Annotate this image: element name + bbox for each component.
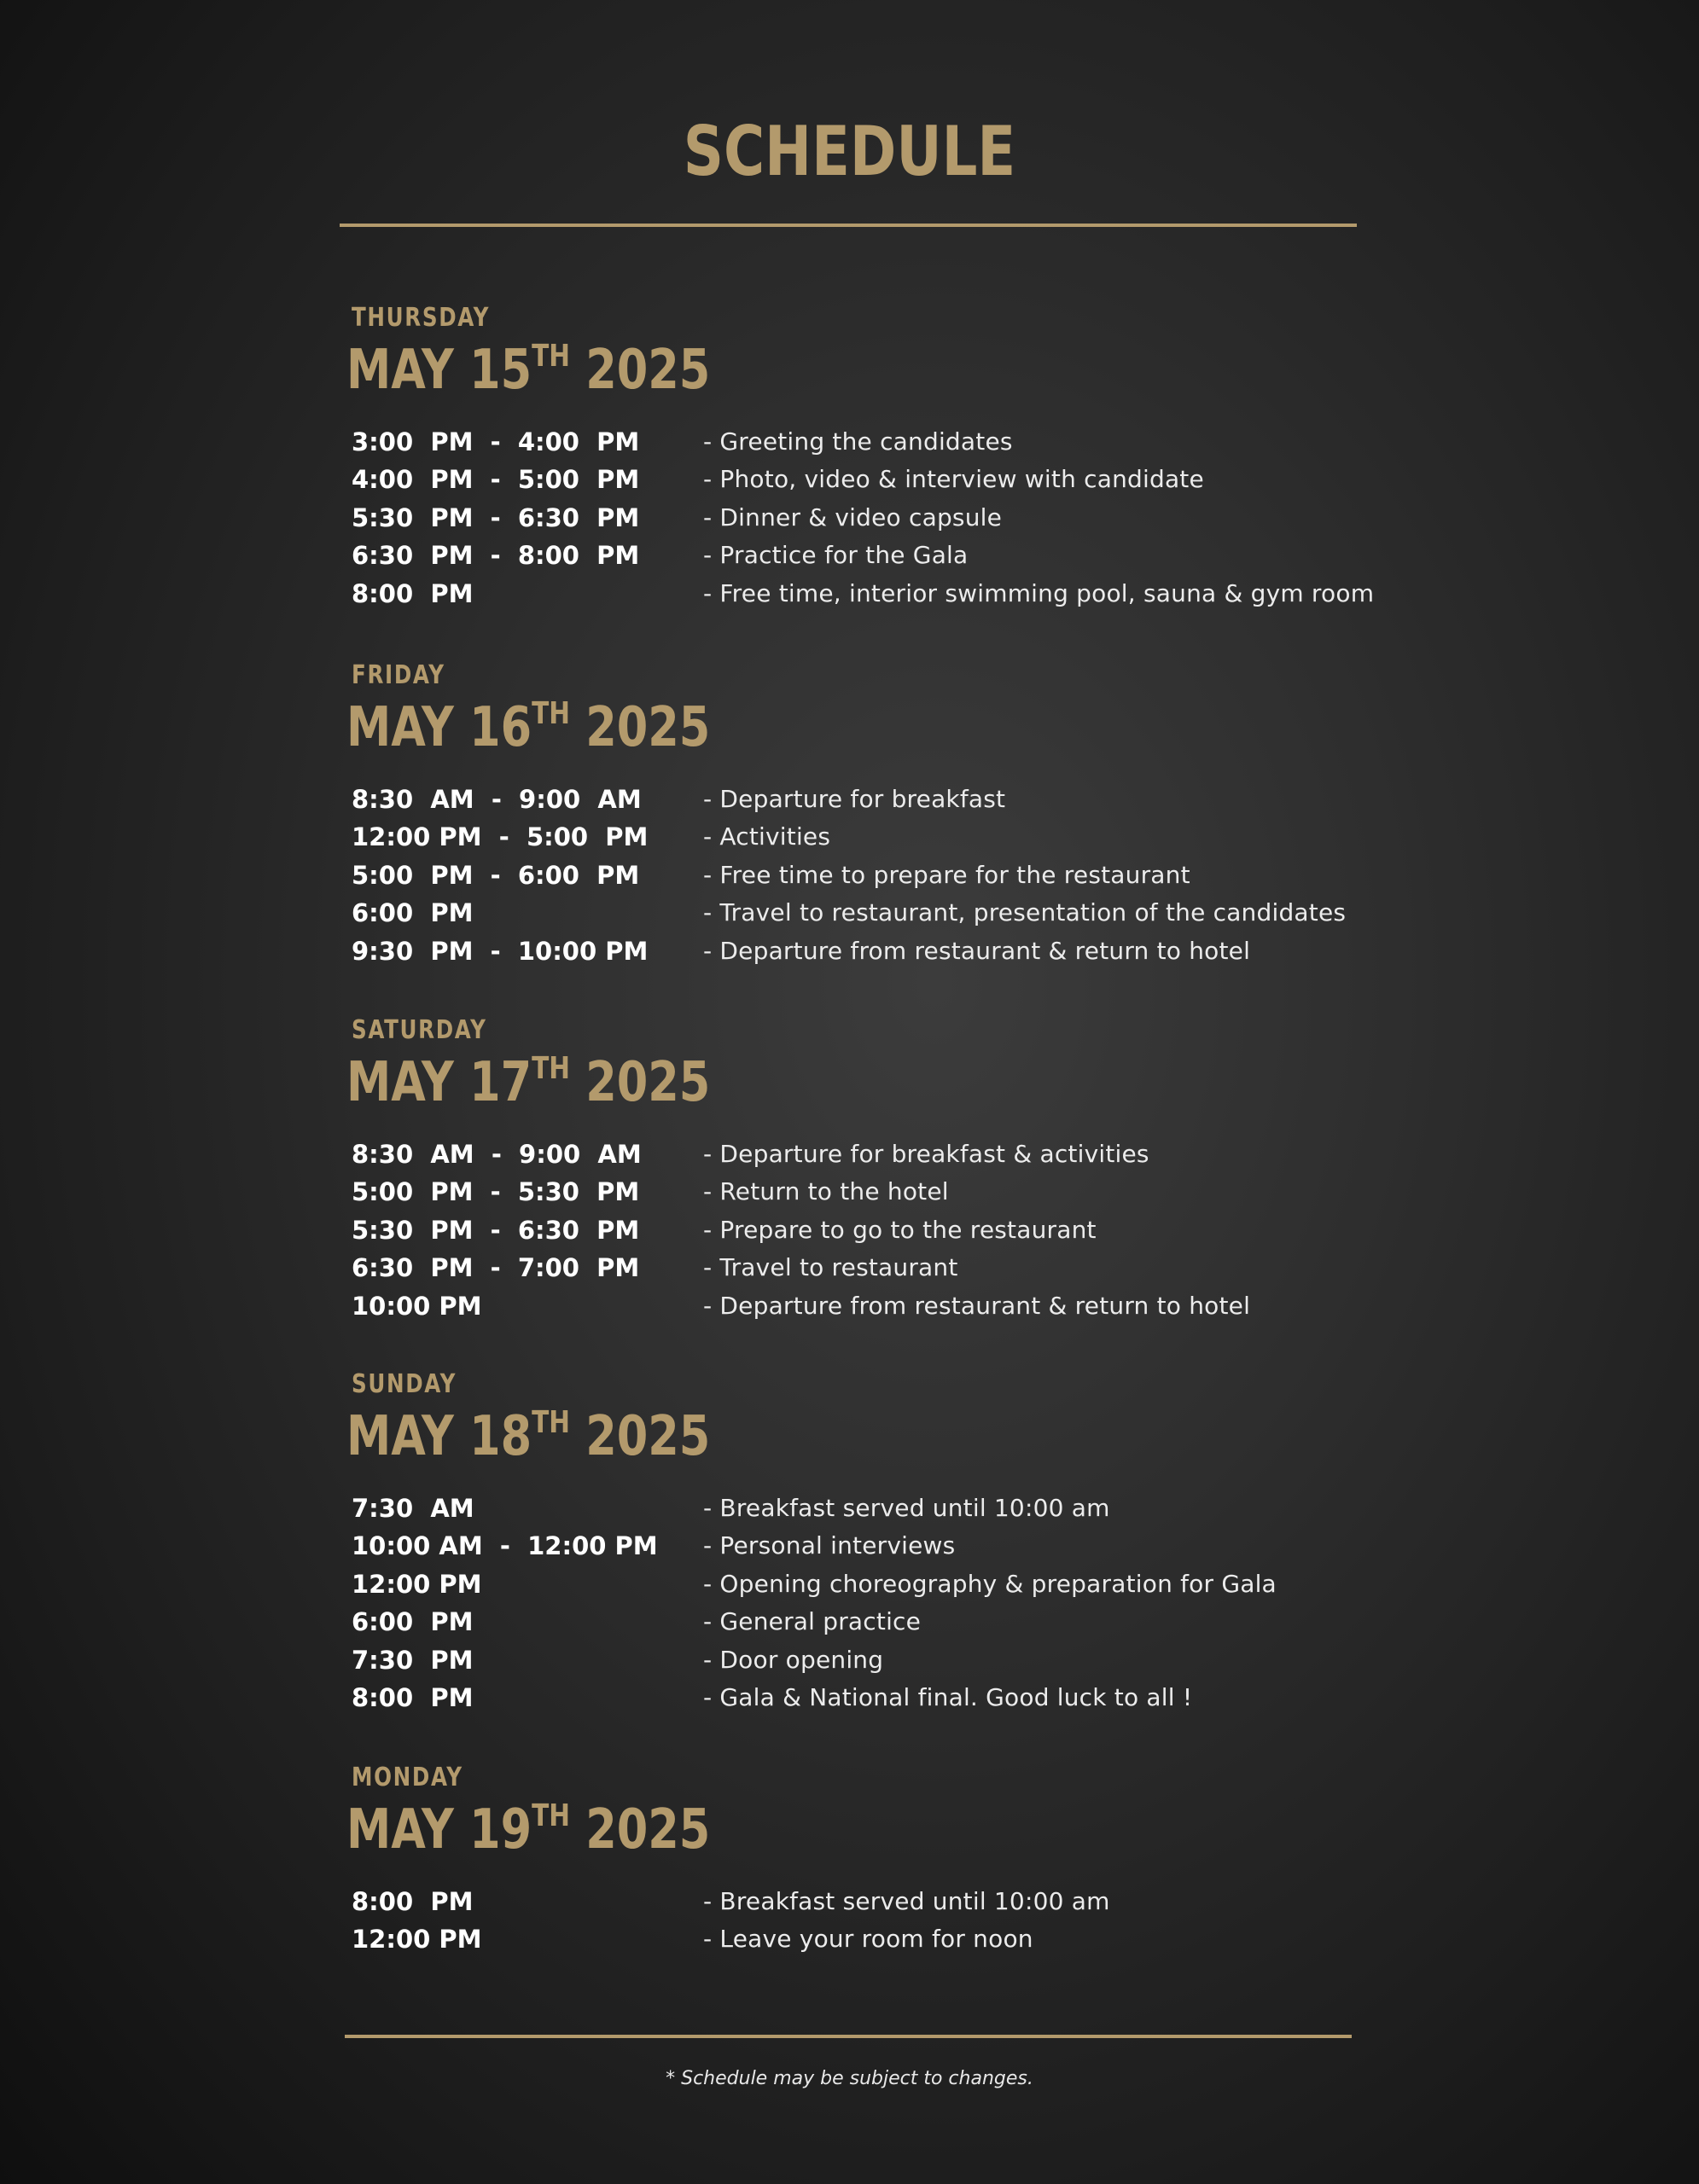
schedule-list (346, 425, 1375, 614)
time-range: 5:00 PM - 5:30 PM (352, 1177, 640, 1207)
date-ordinal-suffix: TH (532, 696, 570, 731)
schedule-row (346, 1605, 1370, 1642)
date-year: 2025 (585, 339, 711, 402)
date-year: 2025 (585, 696, 711, 759)
date-ordinal-suffix: TH (532, 339, 570, 374)
time-range: 8:30 AM - 9:00 AM (352, 785, 642, 814)
activity-description: - Gala & National final. Good luck to all ! (703, 1682, 1193, 1711)
date-heading (346, 337, 710, 404)
date-year: 2025 (585, 1798, 711, 1862)
weekday-label: MONDAY (352, 1763, 463, 1792)
weekday-label: SUNDAY (352, 1369, 457, 1399)
time-range: 6:30 PM - 8:00 PM (352, 541, 640, 571)
date-month-day: MAY 17 (346, 1051, 532, 1114)
time-range: 8:00 PM (352, 1682, 474, 1712)
time-range: 9:30 PM - 10:00 PM (352, 936, 649, 966)
schedule-row (346, 1681, 1370, 1718)
date-month-day: MAY 15 (346, 339, 532, 402)
bottom-divider (345, 2035, 1352, 2038)
activity-description: - Departure from restaurant & return to hotel (703, 1291, 1251, 1320)
time-range: 7:30 PM (352, 1645, 474, 1675)
activity-description: - Departure for breakfast (703, 785, 1006, 813)
activity-description: - Photo, video & interview with candidate (703, 465, 1204, 494)
activity-description: - Departure for breakfast & activities (703, 1140, 1149, 1168)
activity-description: - General practice (703, 1607, 922, 1636)
activity-description: - Greeting the candidates (703, 427, 1013, 456)
activity-description: - Leave your room for noon (703, 1925, 1033, 1954)
schedule-row (346, 1491, 1370, 1529)
activity-description: - Free time, interior swimming pool, sauna & gym room (703, 578, 1375, 607)
time-range: 12:00 PM - 5:00 PM (352, 822, 649, 852)
activity-description: - Return to the hotel (703, 1177, 949, 1206)
page-title: SCHEDULE (683, 112, 1016, 191)
schedule-row (346, 1643, 1370, 1681)
activity-description: - Practice for the Gala (703, 541, 969, 570)
activity-description: - Opening choreography & preparation for Gala (703, 1569, 1277, 1598)
date-month-day: MAY 16 (346, 696, 532, 759)
schedule-row (346, 1251, 1370, 1288)
time-range: 5:30 PM - 6:30 PM (352, 502, 640, 532)
date-ordinal-suffix: TH (532, 1051, 570, 1086)
schedule-row (346, 1213, 1370, 1251)
date-heading (346, 1797, 710, 1863)
date-month-day: MAY 19 (346, 1798, 532, 1862)
activity-description: - Free time to prepare for the restaurant (703, 860, 1190, 889)
schedule-row (346, 462, 1370, 500)
schedule-row (346, 782, 1370, 820)
schedule-row (346, 896, 1370, 933)
time-range: 6:00 PM (352, 898, 474, 928)
schedule-row (346, 934, 1370, 972)
date-year: 2025 (585, 1051, 711, 1114)
date-heading (346, 1403, 710, 1470)
schedule-row (346, 577, 1375, 614)
schedule-row (346, 501, 1370, 538)
date-month-day: MAY 18 (346, 1405, 532, 1468)
activity-description: - Door opening (703, 1645, 884, 1674)
activity-description: - Departure from restaurant & return to hotel (703, 936, 1251, 965)
weekday-label: THURSDAY (352, 303, 491, 333)
schedule-row (346, 538, 1370, 576)
date-year: 2025 (585, 1405, 711, 1468)
activity-description: - Breakfast served until 10:00 am (703, 1887, 1110, 1915)
time-range: 3:00 PM - 4:00 PM (352, 427, 640, 456)
weekday-label: FRIDAY (352, 660, 445, 690)
time-range: 4:00 PM - 5:00 PM (352, 465, 640, 495)
date-ordinal-suffix: TH (532, 1405, 570, 1440)
time-range: 10:00 AM - 12:00 PM (352, 1531, 658, 1561)
schedule-row (346, 820, 1370, 857)
schedule-list (346, 782, 1370, 972)
schedule-list (346, 1885, 1370, 1960)
activity-description: - Personal interviews (703, 1531, 956, 1560)
weekday-label: SATURDAY (352, 1015, 487, 1045)
date-heading (346, 694, 710, 761)
time-range: 12:00 PM (352, 1569, 482, 1599)
time-range: 8:00 PM (352, 578, 474, 608)
footnote: * Schedule may be subject to changes. (666, 2068, 1033, 2089)
schedule-row (346, 1137, 1370, 1175)
activity-description: - Dinner & video capsule (703, 502, 1003, 531)
schedule-row (346, 1567, 1370, 1605)
time-range: 5:00 PM - 6:00 PM (352, 860, 640, 890)
schedule-row (346, 1289, 1370, 1327)
schedule-list (346, 1137, 1370, 1327)
time-range: 12:00 PM (352, 1925, 482, 1955)
activity-description: - Breakfast served until 10:00 am (703, 1494, 1110, 1522)
activity-description: - Travel to restaurant, presentation of the candidates (703, 898, 1347, 927)
time-range: 8:00 PM (352, 1887, 474, 1916)
schedule-row (346, 425, 1370, 462)
activity-description: - Prepare to go to the restaurant (703, 1215, 1097, 1244)
schedule-row (346, 1175, 1370, 1212)
schedule-list (346, 1491, 1370, 1718)
schedule-row (346, 1922, 1370, 1960)
schedule-row (346, 1885, 1370, 1922)
activity-description: - Activities (703, 822, 831, 851)
time-range: 6:30 PM - 7:00 PM (352, 1253, 640, 1283)
activity-description: - Travel to restaurant (703, 1253, 958, 1282)
date-ordinal-suffix: TH (532, 1798, 570, 1833)
schedule-row (346, 858, 1370, 896)
time-range: 10:00 PM (352, 1291, 482, 1321)
top-divider (340, 224, 1357, 227)
date-heading (346, 1049, 710, 1116)
schedule-row (346, 1529, 1370, 1566)
time-range: 5:30 PM - 6:30 PM (352, 1215, 640, 1245)
time-range: 8:30 AM - 9:00 AM (352, 1140, 642, 1169)
time-range: 7:30 AM (352, 1494, 474, 1523)
time-range: 6:00 PM (352, 1607, 474, 1637)
